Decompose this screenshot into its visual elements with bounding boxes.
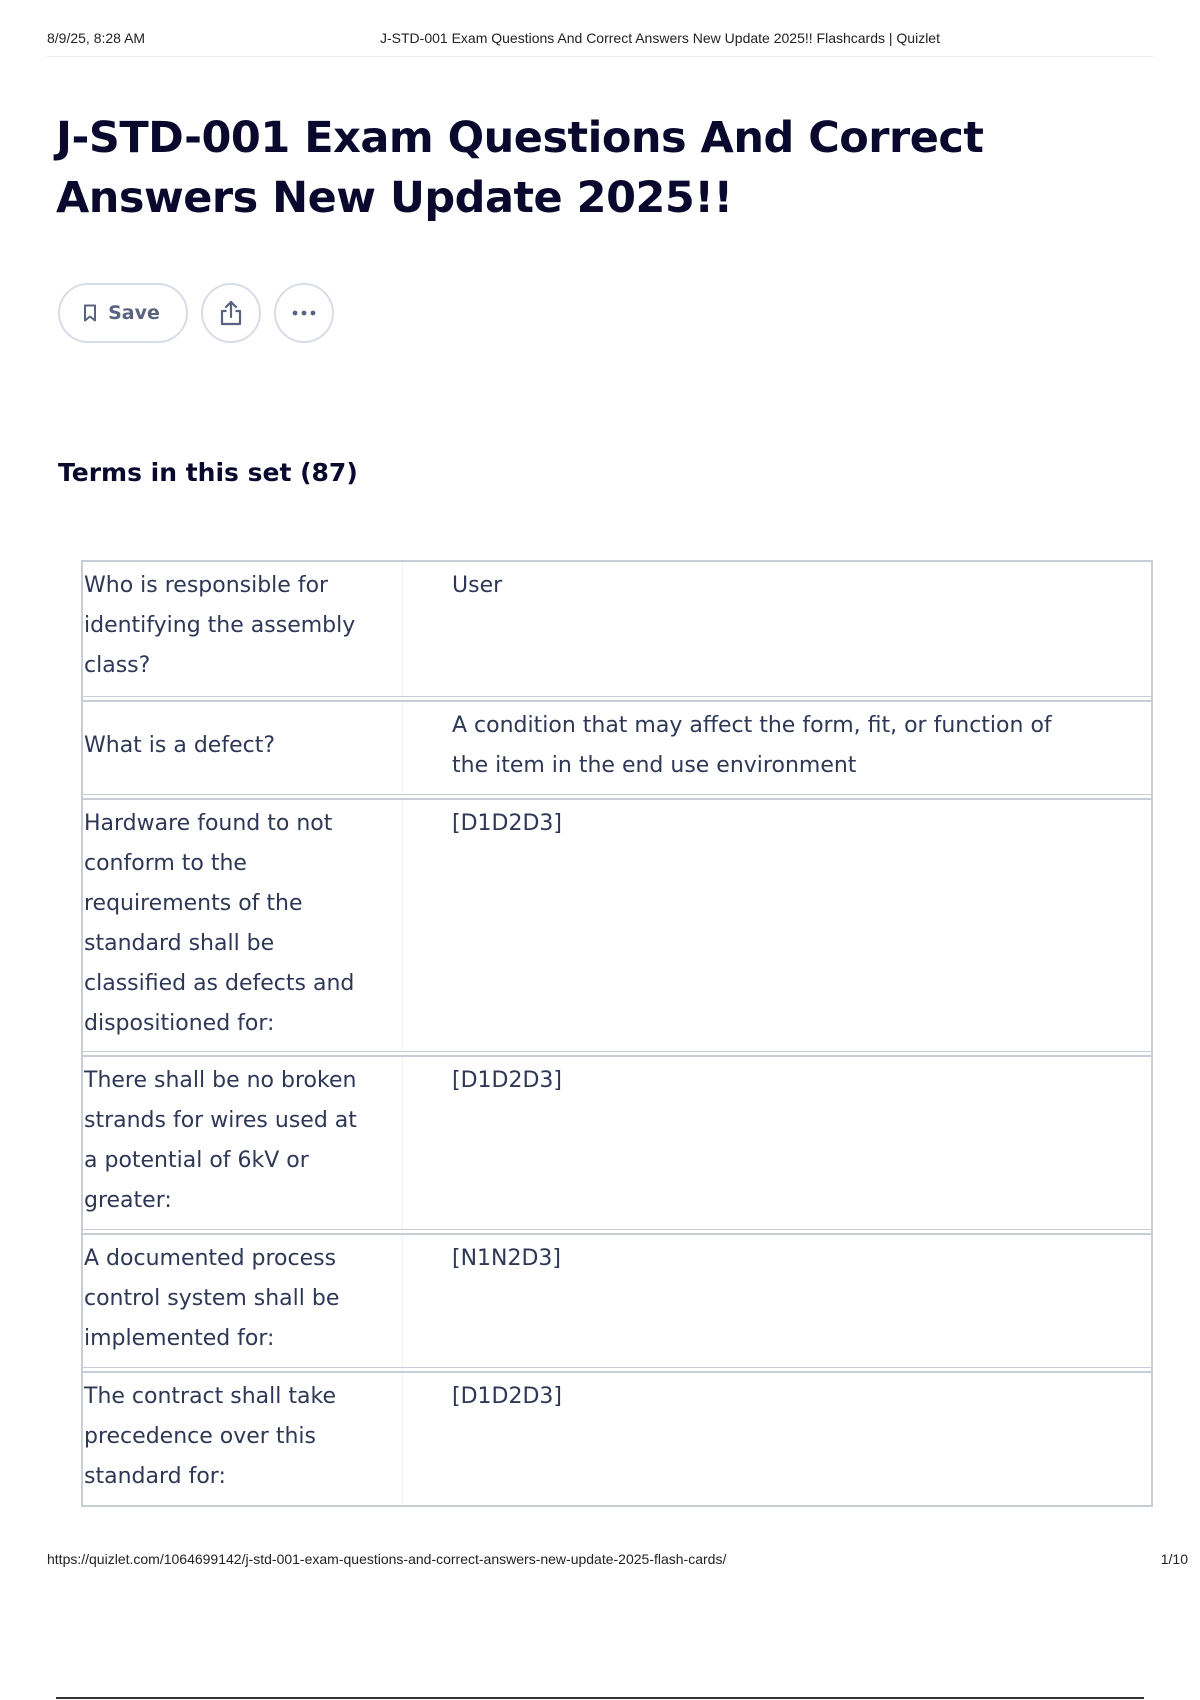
print-document-title: J-STD-001 Exam Questions And Correct Answers New Update 2025!! Flashcards | Quizlet	[380, 30, 940, 46]
terms-table	[81, 560, 1153, 1507]
term-row	[83, 798, 1151, 1052]
page-number: 1/10	[1160, 1551, 1188, 1567]
term-text: There shall be no broken strands for wires used at a potential of 6kV or greater:	[83, 1057, 403, 1229]
share-icon	[218, 299, 244, 327]
term-text: What is a defect?	[83, 702, 403, 794]
print-url: https://quizlet.com/1064699142/j-std-001-exam-questions-and-correct-answers-new-update-2025-flash-cards/	[47, 1551, 727, 1567]
action-bar	[58, 283, 334, 343]
terms-section-title: Terms in this set (87)	[58, 458, 358, 487]
term-row	[83, 1233, 1151, 1368]
bookmark-icon	[82, 303, 98, 323]
term-row	[83, 700, 1151, 795]
more-horizontal-icon	[291, 309, 317, 317]
term-text: Who is responsible for identifying the assembly class?	[83, 562, 403, 696]
term-row	[83, 1055, 1151, 1230]
definition-text: [D1D2D3]	[452, 811, 562, 836]
term-text: The contract shall take precedence over this standard for:	[83, 1373, 403, 1505]
more-options-button[interactable]	[274, 283, 334, 343]
save-button[interactable]	[58, 283, 188, 343]
definition-text: User	[452, 573, 503, 598]
page-title: J-STD-001 Exam Questions And Correct Answers New Update 2025!!	[56, 113, 984, 223]
term-row	[83, 1371, 1151, 1507]
print-header	[47, 30, 1153, 57]
save-button-label: Save	[108, 302, 160, 324]
definition-text: [D1D2D3]	[452, 1384, 562, 1409]
print-datetime: 8/9/25, 8:28 AM	[47, 30, 146, 46]
page-divider	[56, 1697, 1144, 1699]
definition-text: [D1D2D3]	[452, 1068, 562, 1093]
definition-text: [N1N2D3]	[452, 1246, 562, 1271]
term-text: A documented process control system shall be implemented for:	[83, 1235, 403, 1367]
definition-text: A condition that may affect the form, fit, or function of the item in the end use environment	[452, 713, 1052, 778]
term-text: Hardware found to not conform to the requirements of the standard shall be classified as defects and dispositioned for:	[83, 800, 403, 1051]
share-button[interactable]	[201, 283, 261, 343]
term-row	[83, 560, 1151, 697]
